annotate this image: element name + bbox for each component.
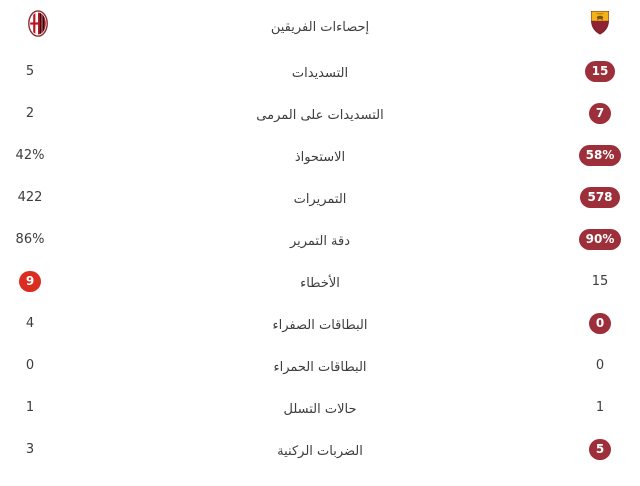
- left-team-value: 4: [25, 315, 35, 331]
- stat-label: دقة التمرير: [289, 233, 351, 249]
- stat-row: [0, 344, 640, 386]
- stat-label: حالات التسلل: [283, 401, 357, 417]
- right-team-value: 1: [595, 399, 605, 415]
- left-team-logo: [8, 10, 68, 41]
- left-team-value: 422: [17, 189, 43, 205]
- right-team-value: 15: [585, 61, 616, 82]
- left-team-value: 5: [25, 63, 35, 79]
- stat-row: [0, 134, 640, 176]
- left-team-value: 3: [25, 441, 35, 457]
- right-team-value: 0: [589, 313, 611, 334]
- right-team-value: 7: [589, 103, 611, 124]
- right-team-logo: [560, 10, 640, 40]
- right-team-value: 90%: [579, 229, 622, 250]
- right-team-value: 15: [591, 273, 609, 289]
- stat-label: البطاقات الحمراء: [273, 359, 367, 375]
- right-team-value: 5: [589, 439, 611, 460]
- stat-row: [0, 260, 640, 302]
- stat-label: التسديدات: [291, 65, 349, 81]
- left-team-value: 9: [19, 271, 41, 292]
- right-team-value: 578: [580, 187, 619, 208]
- stat-row: [0, 428, 640, 470]
- stat-label: الأخطاء: [300, 275, 340, 291]
- left-team-value: 86%: [15, 231, 45, 247]
- stats-header: [0, 0, 640, 50]
- right-team-value: 58%: [579, 145, 622, 166]
- stat-label: التسديدات على المرمى: [256, 107, 384, 123]
- left-team-value: 0: [25, 357, 35, 373]
- stat-label: البطاقات الصفراء: [272, 317, 368, 333]
- header-title-cell: [60, 16, 560, 35]
- right-team-value: 0: [595, 357, 605, 373]
- stats-rows: [0, 50, 640, 470]
- stat-label: الاستحواذ: [294, 149, 346, 165]
- stat-row: [0, 92, 640, 134]
- stat-label: التمريرات: [293, 191, 347, 207]
- stat-row: [0, 176, 640, 218]
- left-team-value: 2: [25, 105, 35, 121]
- stat-label: الضربات الركنية: [277, 443, 363, 459]
- as-roma-crest-icon: [590, 10, 610, 40]
- stat-row: [0, 218, 640, 260]
- stat-row: [0, 50, 640, 92]
- left-team-value: 42%: [15, 147, 45, 163]
- left-team-value: 1: [25, 399, 35, 415]
- stat-row: [0, 386, 640, 428]
- stat-row: [0, 302, 640, 344]
- widget-title: إحصاءات الفريقين: [270, 19, 370, 35]
- ac-milan-crest-icon: [28, 10, 48, 41]
